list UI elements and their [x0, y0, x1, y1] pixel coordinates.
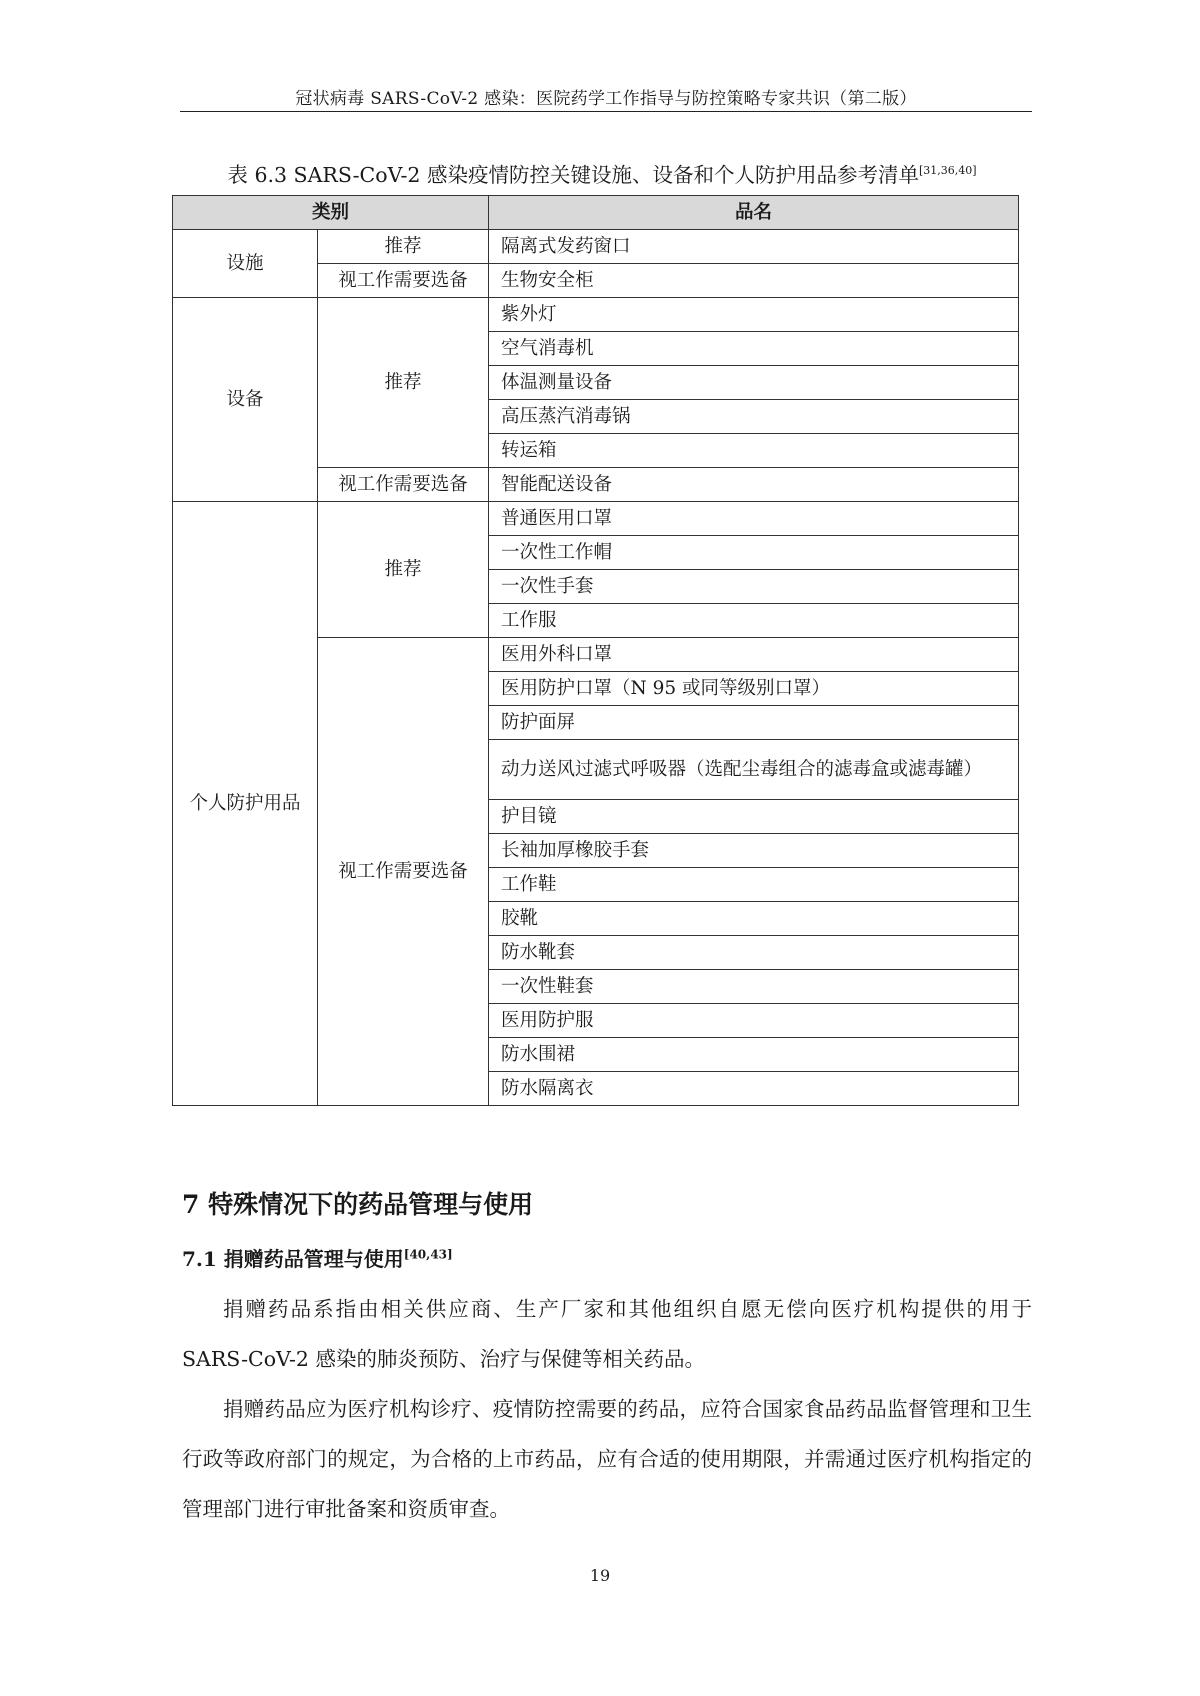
paragraph: 捐赠药品系指由相关供应商、生产厂家和其他组织自愿无偿向医疗机构提供的用于 SARS-CoV-2 感染的肺炎预防、治疗与保健等相关药品。: [182, 1297, 1032, 1371]
item-name-cell: 长袖加厚橡胶手套: [489, 834, 1019, 868]
item-name-cell: 普通医用口罩: [489, 502, 1019, 536]
level-cell: 推荐: [318, 298, 489, 468]
subsection-refs: [40,43]: [403, 1247, 453, 1262]
item-name-cell: 工作服: [489, 604, 1019, 638]
item-name-cell: 紫外灯: [489, 298, 1019, 332]
item-name-cell: 防护面屏: [489, 706, 1019, 740]
item-name-cell: 医用外科口罩: [489, 638, 1019, 672]
section-heading: 7 特殊情况下的药品管理与使用: [182, 1190, 534, 1219]
subsection-heading: [182, 1243, 453, 1272]
running-header: 冠状病毒 SARS-CoV-2 感染：医院药学工作指导与防控策略专家共识（第二版）: [295, 89, 917, 109]
item-name-cell: 防水隔离衣: [489, 1072, 1019, 1106]
item-name-cell: 隔离式发药窗口: [489, 230, 1019, 264]
header-name: 品名: [489, 196, 1019, 230]
table-header-row: [173, 196, 1019, 230]
table-body: [173, 230, 1019, 1106]
table-caption: [172, 158, 1032, 188]
item-name-cell: 医用防护服: [489, 1004, 1019, 1038]
category-cell: 个人防护用品: [173, 502, 318, 1106]
table-row: [173, 298, 1019, 332]
page-number: 19: [589, 1566, 611, 1585]
item-name-cell: 一次性工作帽: [489, 536, 1019, 570]
subsection-title: 7.1 捐赠药品管理与使用: [182, 1247, 404, 1271]
table-row: [173, 502, 1019, 536]
level-cell: 视工作需要选备: [318, 638, 489, 1106]
header-rule: [180, 111, 1032, 112]
item-name-cell: 生物安全柜: [489, 264, 1019, 298]
level-cell: 视工作需要选备: [318, 264, 489, 298]
item-name-cell: 一次性手套: [489, 570, 1019, 604]
item-name-cell: 医用防护口罩（N 95 或同等级别口罩）: [489, 672, 1019, 706]
item-name-cell: 护目镜: [489, 800, 1019, 834]
level-cell: 推荐: [318, 230, 489, 264]
level-cell: 视工作需要选备: [318, 468, 489, 502]
item-name-cell: 防水靴套: [489, 936, 1019, 970]
header-category: 类别: [173, 196, 489, 230]
table-caption-text: 表 6.3 SARS-CoV-2 感染疫情防控关键设施、设备和个人防护用品参考清单: [227, 163, 919, 187]
table-caption-refs: [31,36,40]: [919, 164, 977, 178]
item-name-cell: 高压蒸汽消毒锅: [489, 400, 1019, 434]
equipment-table: [172, 195, 1019, 1106]
item-name-cell: 体温测量设备: [489, 366, 1019, 400]
item-name-cell: 工作鞋: [489, 868, 1019, 902]
item-name-cell: 防水围裙: [489, 1038, 1019, 1072]
level-cell: 推荐: [318, 502, 489, 638]
item-name-cell: 空气消毒机: [489, 332, 1019, 366]
item-name-cell: 智能配送设备: [489, 468, 1019, 502]
category-cell: 设备: [173, 298, 318, 502]
item-name-cell: 转运箱: [489, 434, 1019, 468]
category-cell: 设施: [173, 230, 318, 298]
item-name-cell: 一次性鞋套: [489, 970, 1019, 1004]
paragraph: 捐赠药品应为医疗机构诊疗、疫情防控需要的药品，应符合国家食品药品监督管理和卫生行政等政府部门的规定，为合格的上市药品，应有合适的使用期限，并需通过医疗机构指定的管理部门进行审批备案和资质审查。: [182, 1397, 1032, 1521]
table-row: [173, 230, 1019, 264]
item-name-cell: 动力送风过滤式呼吸器（选配尘毒组合的滤毒盒或滤毒罐）: [489, 740, 1019, 800]
item-name-cell: 胶靴: [489, 902, 1019, 936]
